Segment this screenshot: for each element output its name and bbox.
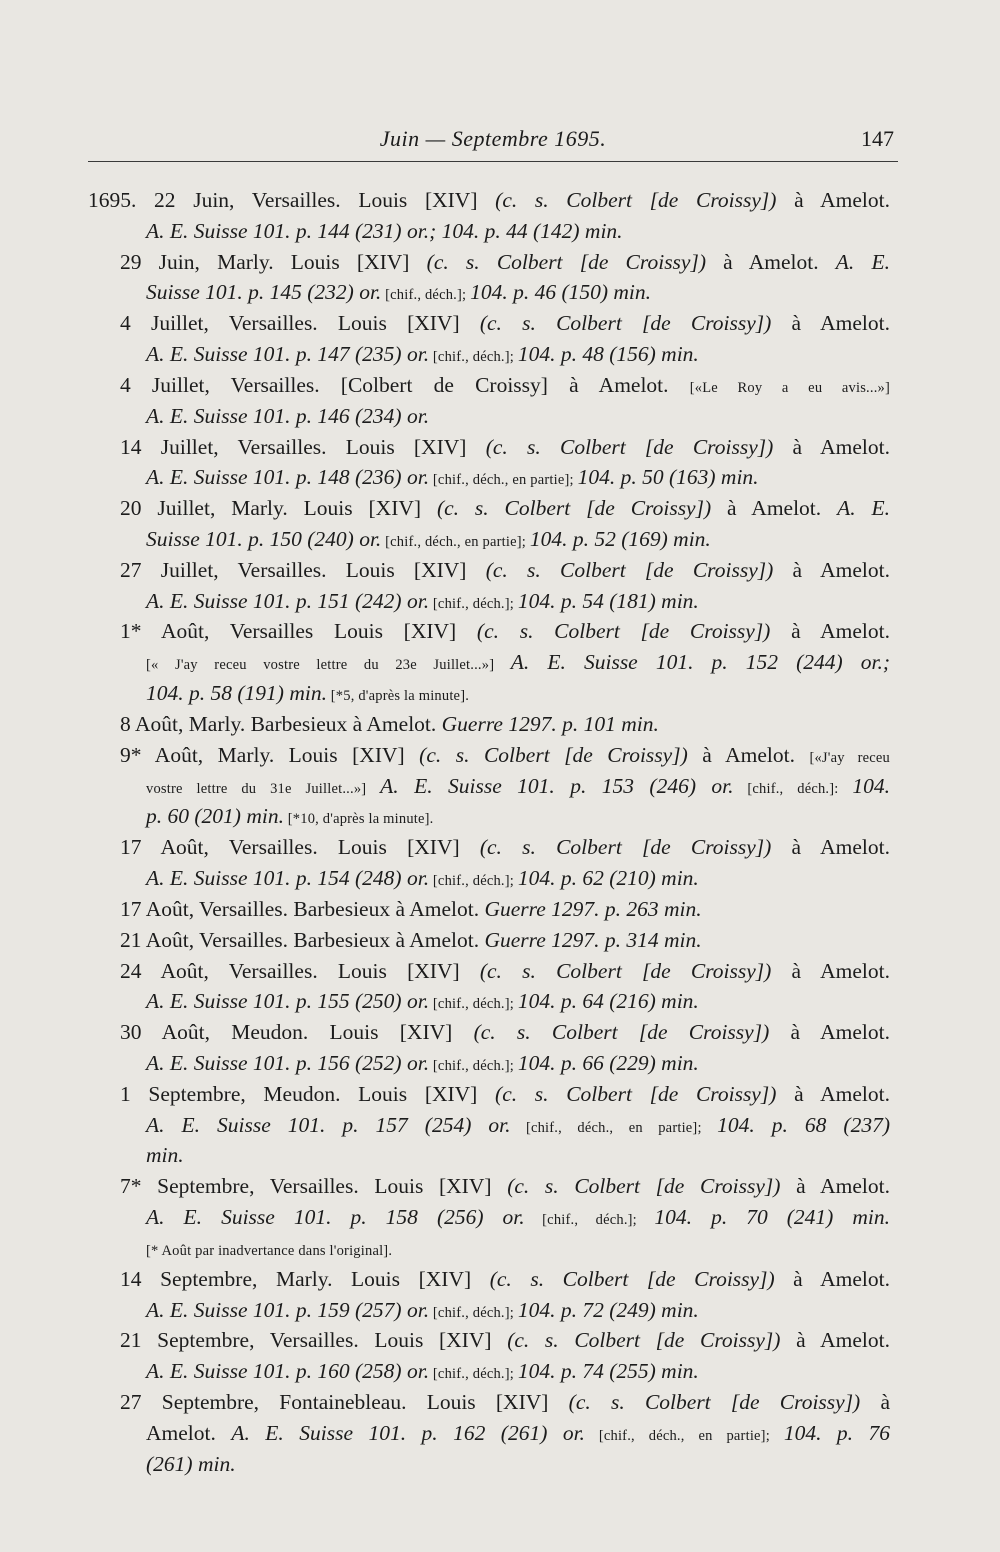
italic-reference: A. E. Suisse 101. p. 144 (231) or.; 104. p. 44 (142) min. (146, 218, 623, 243)
entry-text: 14 Juillet, Versailles. Louis [XIV] (120, 434, 486, 459)
entry-heading-line (120, 1387, 890, 1417)
entry-text: 7* Septembre, Versailles. Louis [XIV] (120, 1174, 508, 1199)
entry-heading-line (120, 1017, 890, 1047)
entry-reference-line (146, 339, 890, 369)
entry-heading-line (120, 1079, 890, 1109)
entry-text: à Amelot. (770, 619, 890, 644)
entry-text: à Amelot. (780, 1174, 890, 1199)
italic-reference: (c. s. Colbert [de Croissy]) (507, 1174, 781, 1199)
italic-reference: (c. s. Colbert [de Croissy]) (495, 1081, 777, 1106)
entry-reference-line (146, 1418, 890, 1448)
entry-reference-line (146, 401, 890, 431)
archival-note: [chif., déch.]; (429, 595, 518, 612)
entry-text: 1695. 22 Juin, Versailles. Louis [XIV] (88, 188, 496, 212)
entry-text: 1* Août, Versailles Louis [XIV] (120, 619, 477, 644)
entry-text: à Amelot. (774, 1266, 890, 1291)
italic-reference: 104. p. 68 (237) (717, 1112, 890, 1137)
entry-reference-line (146, 1048, 890, 1078)
archival-note: [chif., déch.]; (429, 996, 518, 1013)
italic-reference: (c. s. Colbert [de Croissy]) (479, 311, 772, 336)
archival-note: [«Le Roy a eu avis...»] (689, 379, 891, 396)
italic-reference: (261) min. (146, 1451, 236, 1476)
italic-reference: A. E. Suisse 101. p. 151 (242) or. (146, 588, 430, 613)
italic-reference: 104. p. 62 (210) min. (517, 866, 699, 891)
italic-reference: A. E. Suisse 101. p. 158 (256) or. (146, 1205, 525, 1230)
entry-text: 27 Septembre, Fontainebleau. Louis [XIV] (120, 1389, 569, 1414)
archival-note: [chif., déch.]; (429, 1304, 518, 1321)
entry-heading-line (120, 1171, 890, 1201)
entry-heading-line (120, 709, 890, 739)
italic-reference: A. E. Suisse 101. p. 162 (261) or. (231, 1420, 585, 1445)
entry-reference-line (146, 863, 890, 893)
italic-reference: (c. s. Colbert [de Croissy]) (507, 1328, 781, 1353)
italic-reference: A. E. Suisse 101. p. 157 (254) or. (146, 1112, 511, 1137)
entry-reference-line (146, 801, 890, 831)
archival-note: [chif., déch., en partie]; (510, 1119, 718, 1136)
archival-note: [chif., déch.]; (429, 1057, 518, 1074)
italic-reference: Guerre 1297. p. 314 min. (484, 927, 702, 952)
entry-heading-line (120, 432, 890, 462)
entry-text: 9* Août, Marly. Louis [XIV] (120, 742, 420, 767)
archival-note: vostre lettre du 31e Juillet...»] (146, 780, 381, 797)
italic-reference: 104. p. 46 (150) min. (470, 280, 652, 305)
entry-text: 1 Septembre, Meudon. Louis [XIV] (120, 1081, 496, 1106)
archival-note: [*5, d'après la minute]. (326, 688, 470, 705)
italic-reference: A. E. Suisse 101. p. 155 (250) or. (146, 989, 430, 1014)
entry-text: 4 Juillet, Versailles. Louis [XIV] (120, 311, 480, 336)
entry-reference-line (146, 1356, 890, 1386)
entry-text: 20 Juillet, Marly. Louis [XIV] (120, 496, 437, 521)
entry-text: 8 Août, Marly. Barbesieux à Amelot. (120, 711, 442, 736)
archival-note: [chif., déch.]; (524, 1212, 655, 1229)
italic-reference: A. E. Suisse 101. p. 147 (235) or. (146, 342, 430, 367)
entry-reference-line (146, 586, 890, 616)
archival-note: [chif., déch.]; (429, 349, 518, 366)
italic-reference: Suisse 101. p. 145 (232) or. (146, 280, 382, 305)
entry-heading-line (120, 493, 890, 523)
italic-reference: 104. (852, 773, 890, 798)
entry-reference-line (146, 277, 890, 307)
running-head (88, 124, 898, 158)
entry-reference-line (146, 462, 890, 492)
entry-text: 17 Août, Versailles. Louis [XIV] (120, 835, 480, 860)
italic-reference: A. E. Suisse 101. p. 148 (236) or. (146, 465, 430, 490)
italic-reference: Guerre 1297. p. 263 min. (484, 896, 702, 921)
italic-reference: 104. p. 74 (255) min. (517, 1359, 699, 1384)
entry-text: à Amelot. (769, 1020, 890, 1045)
entry-heading-line (120, 894, 890, 924)
italic-reference: (c. s. Colbert [de Croissy]) (479, 835, 772, 860)
italic-reference: A. E. Suisse 101. p. 160 (258) or. (146, 1359, 430, 1384)
italic-reference: 104. p. 50 (163) min. (577, 465, 759, 490)
italic-reference: A. E. (837, 496, 890, 521)
italic-reference: Suisse 101. p. 150 (240) or. (146, 527, 382, 552)
italic-reference: (c. s. Colbert [de Croissy]) (485, 557, 774, 582)
entry-text: 21 Août, Versailles. Barbesieux à Amelot. (120, 927, 485, 952)
italic-reference: (c. s. Colbert [de Croissy]) (436, 496, 712, 521)
entry-heading-line (88, 185, 890, 215)
italic-reference: 104. p. 64 (216) min. (517, 989, 699, 1014)
italic-reference: 104. p. 72 (249) min. (517, 1297, 699, 1322)
entry-reference-line (146, 986, 890, 1016)
italic-reference: (c. s. Colbert [de Croissy]) (489, 1266, 775, 1291)
entry-reference-line (146, 1140, 890, 1170)
entry-reference-line (146, 216, 890, 246)
italic-reference: 104. p. 48 (156) min. (517, 342, 699, 367)
entry-text: à Amelot. (771, 311, 890, 336)
entry-heading-line (120, 740, 890, 770)
italic-reference: 104. p. 52 (169) min. (529, 527, 711, 552)
entry-text: 4 Juillet, Versailles. [Colbert de Croissy] à Amelot. (120, 372, 690, 397)
header-rule (88, 161, 898, 162)
italic-reference: 104. p. 66 (229) min. (517, 1050, 699, 1075)
entry-text: à Amelot. (776, 188, 890, 212)
italic-reference: A. E. (835, 249, 890, 274)
page-number: 147 (861, 126, 894, 151)
entry-heading-line (120, 1325, 890, 1355)
entry-heading-line (120, 925, 890, 955)
entry-text: 27 Juillet, Versailles. Louis [XIV] (120, 557, 486, 582)
entry-heading-line (120, 555, 890, 585)
entry-reference-line (146, 524, 890, 554)
entry-text: à Amelot. (776, 1081, 890, 1106)
entry-text: à Amelot. (773, 434, 890, 459)
entry-heading-line (120, 1264, 890, 1294)
archival-note: [*10, d'après la minute]. (283, 811, 434, 828)
italic-reference: (c. s. Colbert [de Croissy]) (419, 742, 688, 767)
italic-reference: (c. s. Colbert [de Croissy]) (479, 958, 772, 983)
entry-text: à Amelot. (780, 1328, 890, 1353)
italic-reference: (c. s. Colbert [de Croissy]) (426, 249, 706, 274)
entry-text: 24 Août, Versailles. Louis [XIV] (120, 958, 480, 983)
italic-reference: 104. p. 70 (241) min. (654, 1205, 890, 1230)
italic-reference: (c. s. Colbert [de Croissy]) (495, 188, 777, 212)
archival-note: [chif., déch., en partie]; (429, 472, 578, 489)
archival-note: [« J'ay receu vostre lettre du 23e Juillet...»] (146, 657, 511, 674)
entry-text: à Amelot. (687, 742, 810, 767)
archival-note: [chif., déch.]: (733, 780, 853, 797)
italic-reference: (c. s. Colbert [de Croissy]) (485, 434, 774, 459)
italic-reference: A. E. Suisse 101. p. 156 (252) or. (146, 1050, 430, 1075)
archival-note: [* Août par inadvertance dans l'original]. (146, 1242, 393, 1259)
italic-reference: p. 60 (201) min. (146, 804, 284, 829)
italic-reference: A. E. Suisse 101. p. 159 (257) or. (146, 1297, 430, 1322)
entry-text: à Amelot. (771, 835, 890, 860)
archival-note: [chif., déch.]; (429, 1366, 518, 1383)
italic-reference: A. E. Suisse 101. p. 152 (244) or.; (510, 650, 891, 675)
italic-reference: 104. p. 54 (181) min. (517, 588, 699, 613)
archival-note: [chif., déch.]; (429, 873, 518, 890)
entry-heading-line (120, 956, 890, 986)
entry-text: à Amelot. (771, 958, 890, 983)
italic-reference: A. E. Suisse 101. p. 146 (234) or. (146, 403, 430, 428)
italic-reference: 104. p. 58 (191) min. (146, 681, 327, 706)
entry-text: 14 Septembre, Marly. Louis [XIV] (120, 1266, 490, 1291)
archival-note: [chif., déch.]; (381, 287, 471, 304)
entry-heading-line (120, 616, 890, 646)
entry-text: à Amelot. (711, 496, 838, 521)
entry-heading-line (120, 247, 890, 277)
entry-reference-line (146, 1110, 890, 1140)
entry-text: 17 Août, Versailles. Barbesieux à Amelot. (120, 896, 485, 921)
entry-reference-line (146, 1295, 890, 1325)
italic-reference: A. E. Suisse 101. p. 154 (248) or. (146, 866, 430, 891)
running-title: Juin — Septembre 1695. (379, 126, 607, 151)
italic-reference: min. (146, 1143, 184, 1168)
entry-heading-line (120, 308, 890, 338)
entry-reference-line (146, 1202, 890, 1232)
entry-reference-line (146, 647, 890, 677)
italic-reference: A. E. Suisse 101. p. 153 (246) or. (380, 773, 734, 798)
entry-text: 21 Septembre, Versailles. Louis [XIV] (120, 1328, 508, 1353)
entry-heading-line (120, 370, 890, 400)
italic-reference: (c. s. Colbert [de Croissy]) (568, 1389, 861, 1414)
entry-text: 30 Août, Meudon. Louis [XIV] (120, 1020, 474, 1045)
archival-note: [«J'ay receu (809, 749, 890, 766)
italic-reference: Guerre 1297. p. 101 min. (441, 711, 659, 736)
entry-text: Amelot. (146, 1420, 232, 1445)
archival-note: [chif., déch., en partie]; (381, 534, 530, 551)
italic-reference: 104. p. 76 (783, 1420, 890, 1445)
italic-reference: (c. s. Colbert [de Croissy]) (473, 1020, 770, 1045)
entry-heading-line (120, 832, 890, 862)
entry-text: à Amelot. (706, 249, 836, 274)
italic-reference: (c. s. Colbert [de Croissy]) (476, 619, 771, 644)
entry-text: à Amelot. (773, 557, 890, 582)
entry-reference-line (146, 771, 890, 801)
entry-text: 29 Juin, Marly. Louis [XIV] (120, 249, 427, 274)
entry-reference-line (146, 1449, 890, 1479)
entry-reference-line (146, 1233, 890, 1263)
archival-note: [chif., déch., en partie]; (584, 1427, 784, 1444)
entry-reference-line (146, 678, 890, 708)
entry-text: à (860, 1389, 890, 1414)
